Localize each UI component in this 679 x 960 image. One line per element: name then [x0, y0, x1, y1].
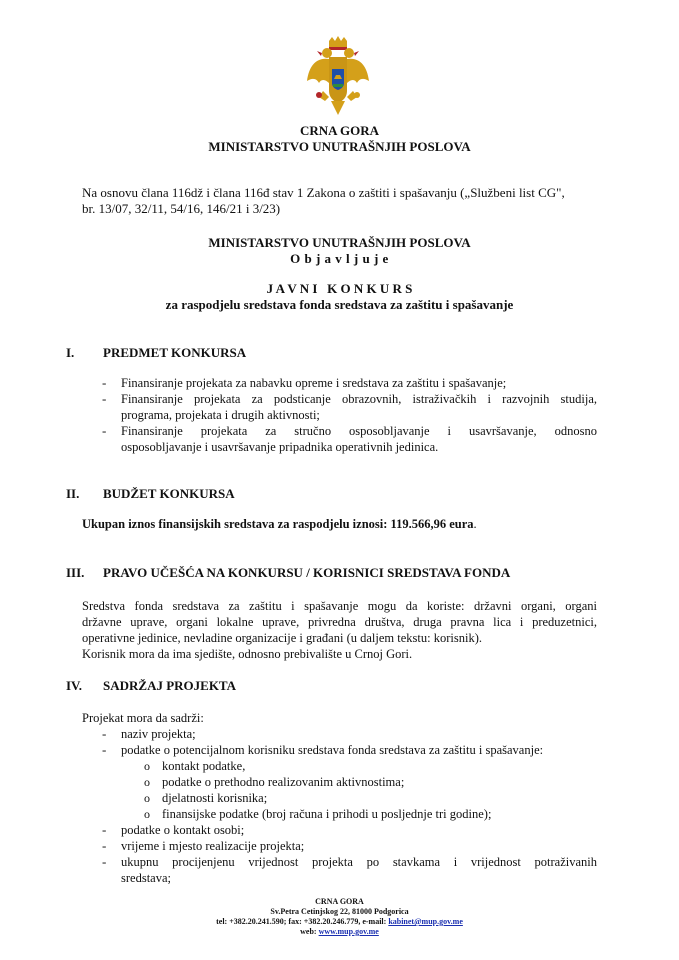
dash-bullet: -	[102, 391, 107, 406]
section-4-number: IV.	[66, 678, 83, 693]
section-3-number: III.	[66, 565, 85, 580]
section-2-number: II.	[66, 486, 80, 501]
section-4-item-2: podatke o potencijalnom korisniku sredstava fonda sredstava za zaštitu i spašavanje:	[121, 743, 544, 757]
section-4-title: SADRŽAJ PROJEKTA	[103, 678, 237, 693]
footer-country: CRNA GORA	[315, 897, 364, 906]
footer-web-link[interactable]: www.mup.gov.me	[318, 927, 379, 936]
section-1-item-1: Finansiranje projekata za nabavku opreme i sredstava za zaštitu i spašavanje;	[121, 376, 507, 390]
section-1-item-3-line-2: osposobljavanje i usavršavanje pripadnika operativnih jedinica.	[121, 440, 439, 454]
announcement-subtitle: za raspodjelu sredstava fonda sredstava za zaštitu i spašavanje	[165, 297, 514, 312]
section-4-intro: Projekat mora da sadrži:	[82, 711, 204, 725]
header-ministry: MINISTARSTVO UNUTRAŠNJIH POSLOVA	[208, 139, 471, 154]
dash-bullet: -	[102, 742, 107, 757]
section-4-item-4: vrijeme i mjesto realizacije projekta;	[121, 839, 305, 853]
section-4-subitem-4: finansijske podatke (broj računa i prihodi u posljednje tri godine);	[162, 807, 492, 821]
section-3-line-4: Korisnik mora da ima sjedište, odnosno prebivalište u Crnoj Gori.	[82, 647, 413, 661]
footer-address: Sv.Petra Cetinjskog 22, 81000 Podgorica	[270, 907, 409, 916]
footer-contact-text: tel: +382.20.241.590; fax: +382.20.246.779, e-mail:	[216, 917, 387, 926]
footer-email-link[interactable]: kabinet@mup.gov.me	[388, 917, 463, 926]
coat-of-arms-icon	[305, 35, 371, 117]
section-1-item-2-line-2: programa, projekata i drugih aktivnosti;	[121, 408, 320, 422]
dash-bullet: -	[102, 822, 107, 837]
section-1-item-3-line-1: Finansiranje projekata za stručno osposobljavanje i usavršavanje, odnosno	[121, 424, 597, 438]
dash-bullet: -	[102, 838, 107, 853]
section-3-line-3: operativne jedinice, nevladine organizacije i građani (u daljem tekstu: korisnik).	[82, 631, 482, 645]
circle-bullet: o	[144, 807, 150, 821]
section-3-line-2: državne uprave, organi lokalne uprave, privredna društva, druga pravna lica i preduzetnici,	[82, 615, 597, 629]
section-3-line-1: Sredstva fonda sredstava za zaštitu i spašavanje mogu da koriste: državni organi, organi	[82, 599, 597, 613]
section-4-item-5-line-1: ukupnu procijenjenu vrijednost projekta po stavkama i vrijednost potraživanih	[121, 855, 597, 869]
budget-period: .	[473, 517, 477, 531]
dash-bullet: -	[102, 854, 107, 869]
budget-amount	[82, 516, 477, 532]
announcement-verb: O b j a v l j u j e	[290, 251, 389, 266]
footer-web	[0, 927, 679, 937]
budget-text: Ukupan iznos finansijskih sredstava za raspodjelu iznosi: 119.566,96 eura	[82, 517, 474, 531]
legal-basis-line-2: br. 13/07, 32/11, 54/16, 146/21 i 3/23)	[82, 201, 281, 216]
header-country: CRNA GORA	[299, 123, 380, 138]
section-4-subitem-1: kontakt podatke,	[162, 759, 246, 773]
footer-contact	[0, 917, 679, 927]
section-1-number: I.	[66, 345, 75, 360]
announcement-ministry: MINISTARSTVO UNUTRAŠNJIH POSLOVA	[208, 235, 471, 250]
section-3-title: PRAVO UČEŠĆA NA KONKURSU / KORISNICI SREDSTAVA FONDA	[103, 565, 511, 580]
announcement-title: J A V N I K O N K U R S	[266, 281, 413, 296]
section-1-item-2-line-1: Finansiranje projekata za podsticanje obrazovnih, istraživačkih i razvojnih studija,	[121, 392, 597, 406]
circle-bullet: o	[144, 791, 150, 805]
circle-bullet: o	[144, 759, 150, 773]
section-1-title: PREDMET KONKURSA	[103, 345, 247, 360]
footer-web-label: web:	[300, 927, 317, 936]
section-2-title: BUDŽET KONKURSA	[103, 486, 235, 501]
dash-bullet: -	[102, 726, 107, 741]
section-4-subitem-3: djelatnosti korisnika;	[162, 791, 268, 805]
dash-bullet: -	[102, 375, 107, 390]
circle-bullet: o	[144, 775, 150, 789]
section-4-item-5-line-2: sredstava;	[121, 871, 171, 885]
dash-bullet: -	[102, 423, 107, 438]
legal-basis-line-1: Na osnovu člana 116dž i člana 116đ stav 1 Zakona o zaštiti i spašavanju („Službeni list CG",	[82, 185, 565, 200]
section-4-item-3: podatke o kontakt osobi;	[121, 823, 245, 837]
section-4-item-1: naziv projekta;	[121, 727, 196, 741]
section-4-subitem-2: podatke o prethodno realizovanim aktivnostima;	[162, 775, 405, 789]
